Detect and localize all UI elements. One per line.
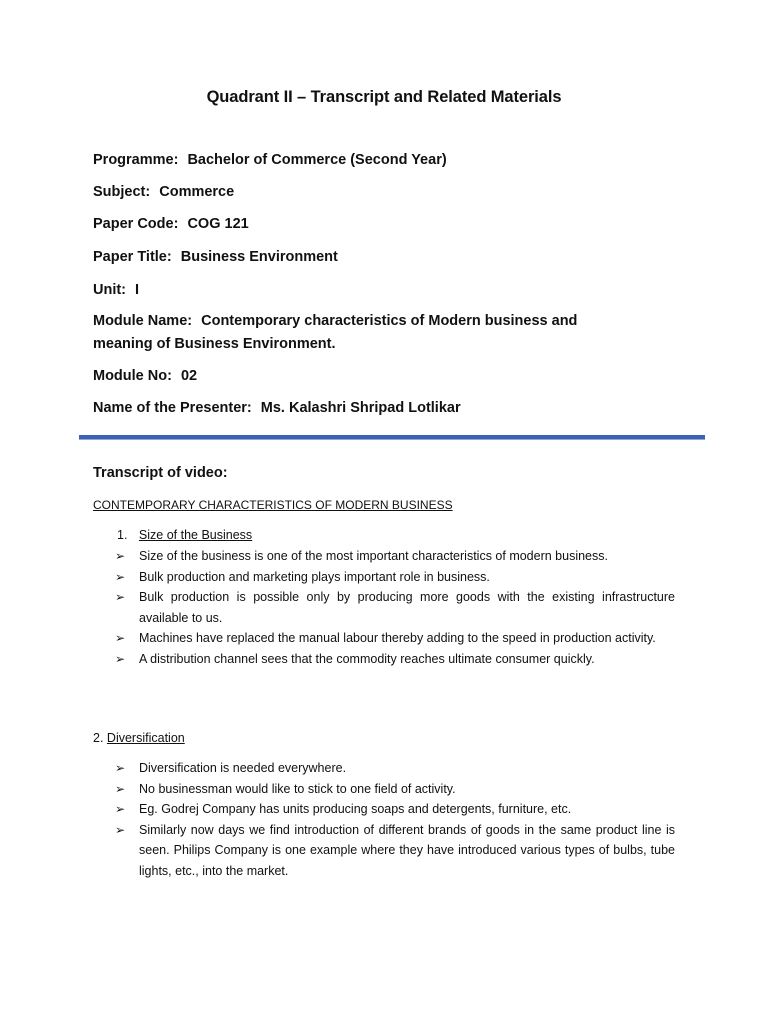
module-name-line-2	[93, 333, 336, 355]
module-no-value: 02	[180, 368, 198, 384]
paper-title-value: Business Environment	[180, 249, 338, 265]
list-item: ➢ Size of the business is one of the most important characteristics of modern business.	[115, 546, 675, 567]
presenter-value: Ms. Kalashri Shripad Lotlikar	[260, 400, 461, 416]
programme-label: Programme:	[93, 152, 179, 168]
section-2-title: Diversification	[106, 731, 185, 745]
programme-value: Bachelor of Commerce (Second Year)	[187, 152, 447, 168]
module-name-value: Contemporary characteristics of Modern business and	[201, 313, 578, 329]
list-item: ➢ Eg. Godrej Company has units producing soaps and detergents, furniture, etc.	[115, 799, 675, 820]
list-item: ➢ No businessman would like to stick to one field of activity.	[115, 779, 675, 800]
paper-title-label: Paper Title:	[93, 249, 172, 265]
section-1-number: 1.	[117, 528, 128, 542]
list-item: ➢ Bulk production and marketing plays important role in business.	[115, 567, 675, 588]
arrow-bullet-icon: ➢	[115, 802, 126, 816]
subject-line	[93, 181, 234, 203]
horizontal-divider	[79, 435, 705, 440]
arrow-bullet-icon: ➢	[115, 631, 126, 645]
paper-title-line	[93, 246, 338, 268]
arrow-bullet-icon: ➢	[115, 761, 126, 775]
transcript-heading: Transcript of video:	[93, 465, 228, 481]
module-name-label: Module Name:	[93, 313, 193, 329]
unit-line	[93, 279, 139, 301]
subject-label: Subject:	[93, 184, 151, 200]
section-2-bullet-list	[115, 758, 675, 881]
list-item: ➢ Bulk production is possible only by producing more goods with the existing infrastructure available to us.	[115, 587, 675, 628]
section-2-heading	[93, 731, 185, 745]
module-name-line	[93, 310, 577, 332]
module-no-label: Module No:	[93, 368, 172, 384]
list-item: ➢ Similarly now days we find introduction of different brands of goods in the same product line is seen. Philips Company is one example where they have introduced various types of bulbs, tube lights, etc., into the market.	[115, 820, 675, 882]
section-1-bullet-list	[115, 546, 675, 669]
paper-code-line	[93, 213, 249, 235]
paper-code-value: COG 121	[187, 216, 249, 232]
module-name-value-2: meaning of Business Environment.	[93, 336, 336, 352]
presenter-label: Name of the Presenter:	[93, 400, 252, 416]
unit-value: I	[135, 282, 140, 298]
list-item: ➢ Machines have replaced the manual labour thereby adding to the speed in production activity.	[115, 628, 675, 649]
arrow-bullet-icon: ➢	[115, 651, 126, 666]
section-2-number: 2.	[93, 731, 104, 745]
arrow-bullet-icon: ➢	[115, 549, 126, 563]
page-title: Quadrant II – Transcript and Related Materials	[206, 88, 562, 106]
arrow-bullet-icon: ➢	[115, 781, 126, 796]
list-item: ➢ Diversification is needed everywhere.	[115, 758, 675, 779]
arrow-bullet-icon: ➢	[115, 822, 126, 837]
presenter-line	[93, 397, 461, 419]
section-heading: CONTEMPORARY CHARACTERISTICS OF MODERN BUSINESS	[93, 498, 453, 512]
arrow-bullet-icon: ➢	[115, 590, 126, 604]
module-no-line	[93, 365, 197, 387]
paper-code-label: Paper Code:	[93, 216, 179, 232]
arrow-bullet-icon: ➢	[115, 569, 126, 584]
programme-line	[93, 149, 447, 171]
section-1-title: Size of the Business	[138, 528, 253, 542]
list-item: ➢ A distribution channel sees that the commodity reaches ultimate consumer quickly.	[115, 649, 675, 670]
section-1-heading	[117, 528, 252, 542]
unit-label: Unit:	[93, 282, 127, 298]
subject-value: Commerce	[159, 184, 235, 200]
